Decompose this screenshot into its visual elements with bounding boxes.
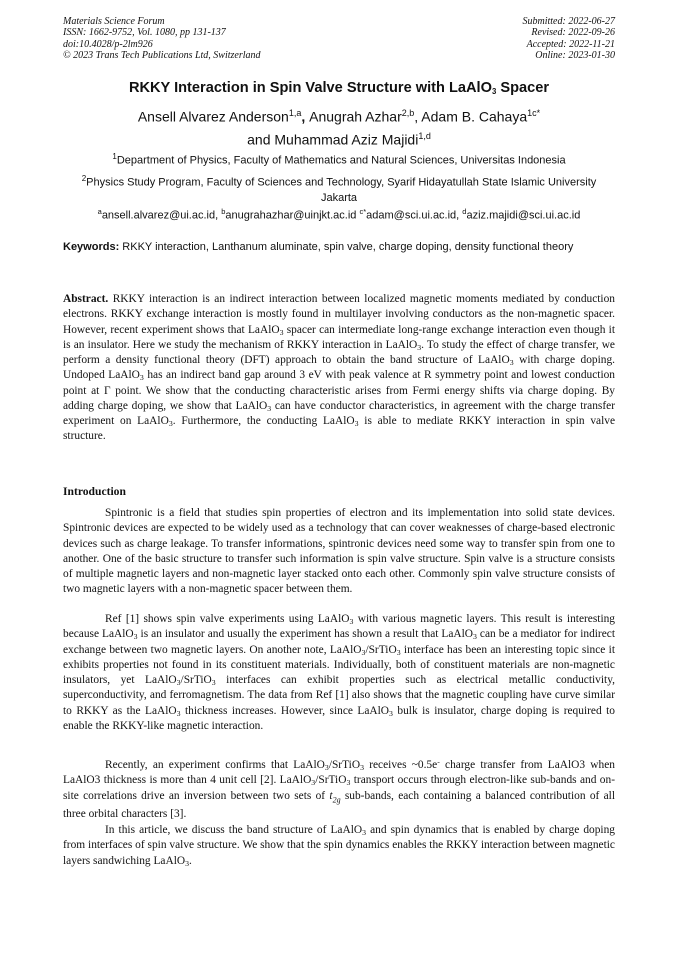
accepted-date: Accepted: 2022-11-21 (526, 38, 615, 50)
email-marker: a (97, 207, 102, 216)
author-affil: 2,b (401, 108, 415, 118)
title-end: Spacer (496, 80, 550, 96)
journal-name: Materials Science Forum (63, 16, 165, 27)
paragraph-text: /SrTiO (315, 774, 347, 787)
subscript: 3 (349, 617, 354, 626)
submitted-date: Submitted: 2022-06-27 (522, 16, 615, 27)
math-subscript: 2g (332, 794, 341, 804)
paragraph-text: thickness increases. However, since LaAlO (180, 704, 390, 717)
author-name: Anugrah Azhar (309, 108, 402, 125)
affiliation-text: Department of Physics, Faculty of Mathematics and Natural Sciences, Universitas Indonesia (116, 154, 566, 167)
subscript: 3 (389, 708, 393, 718)
paragraph (63, 758, 615, 822)
revised-date: Revised: 2022-09-26 (531, 27, 615, 39)
keywords-label: Keywords: (63, 241, 120, 253)
author-separator: , (414, 108, 422, 125)
section-heading: Introduction (63, 485, 126, 498)
keywords (63, 240, 615, 255)
paragraph-text: interface has been an interesting topic since it exhibits properties not found in its constituent materials. Individually, both of constituent materials are non-magnetic insulators, yet LaAlO (63, 643, 615, 686)
subscript: 3 (396, 647, 401, 657)
author-separator: , (301, 108, 310, 125)
math-t2g (329, 790, 340, 802)
paragraph-text: interfaces can exhibit properties such as electrical metallic conductivity, superconductivity, and ferromagnetism. The data from Ref [1] also shows that the magnetic coupling have curve similar to RKKY as the LaAlO (63, 674, 615, 717)
email-link[interactable]: anugrahazhar@uinjkt.ac.id (225, 209, 360, 222)
email-link[interactable]: ansell.alvarez@ui.ac.id, (101, 209, 222, 222)
subscript: 3 (279, 327, 284, 337)
abstract-label: Abstract. (63, 293, 109, 305)
paragraph (63, 612, 615, 734)
publication-info (63, 16, 261, 62)
title-text: RKKY Interaction in Spin Valve Structure with LaAlO (128, 80, 492, 96)
email-marker: d (462, 207, 467, 216)
abstract-text: RKKY interaction is an indirect interaction between localized magnetic moments mediated by conduction electrons. RKKY exchange interaction is mostly found in multilayer involving conductors as the non-magnetic spacer. However, recent experiment shows that LaAlO (63, 293, 615, 336)
paragraph-text: and spin dynamics that is enabled by charge doping from interfaces of spin valve structure. We show that the spin dynamics enables the RKKY interaction between magnetic layers sandwiching LaAlO (63, 824, 615, 867)
paragraph-text: transport occurs through electron-like sub-bands and on-site correlations drive an inversion between two sets of (63, 774, 615, 802)
subscript: 3 (473, 632, 477, 642)
author-name: Ansell Alvarez Anderson (137, 108, 289, 125)
author-affil: 1,a (288, 108, 302, 118)
abstract-text: can have conductor characteristics, in agreement with the charge transfer experiment on LaAlO (63, 399, 615, 427)
abstract (63, 292, 615, 445)
author-affil: 1,d (418, 130, 431, 141)
paragraph-text: /SrTiO (328, 759, 361, 771)
online-date: Online: 2023-01-30 (535, 50, 615, 62)
subscript: 3 (168, 419, 173, 428)
keywords-text: RKKY interaction, Lanthanum aluminate, spin valve, charge doping, density functional theory (119, 241, 574, 253)
doi-line: doi:10.4028/p-2lm926 (63, 38, 153, 50)
subscript: 3 (360, 763, 364, 772)
subscript: 3 (311, 778, 316, 788)
abstract-text: is able to mediate RKKY interaction in spin valve structure. (63, 415, 616, 443)
email-marker: c* (359, 207, 367, 216)
subscript: 3 (324, 763, 329, 772)
copyright-line: © 2023 Trans Tech Publications Ltd, Switzerland (63, 50, 261, 62)
affiliation-marker: 2 (81, 174, 87, 183)
subscript: 3 (417, 342, 422, 352)
paragraph (63, 823, 615, 869)
subscript: 3 (346, 778, 351, 788)
paragraph-text: can be a mediator for indirect exchange between two magnetic layers. On another note, LaAlO (63, 628, 616, 656)
subscript: 3 (176, 708, 181, 718)
subscript: 3 (267, 403, 272, 413)
affiliation-1 (63, 149, 615, 169)
paragraph-text: Ref [1] shows spin valve experiments using LaAlO (105, 613, 350, 625)
paper-title (63, 80, 615, 96)
paragraph-text: sub-bands, each containing a balanced contribution of all three orbital characters [3]. (63, 789, 615, 821)
author-emails (63, 207, 615, 222)
paragraph-text: /SrTiO (180, 674, 212, 686)
abstract-text: . Furthermore, the conducting LaAlO (172, 415, 355, 427)
email-link[interactable]: aziz.majidi@sci.ui.ac.id (466, 209, 581, 222)
paragraph-text: receives ~0.5e (363, 759, 438, 771)
subscript: 3 (361, 647, 366, 657)
subscript: 3 (139, 373, 144, 383)
publication-dates (523, 16, 616, 62)
affiliation-marker: 1 (112, 152, 117, 161)
affiliation-2 (63, 171, 615, 206)
issn-line: ISSN: 1662-9752, Vol. 1080, pp 131-137 (63, 27, 226, 39)
subscript: 3 (354, 419, 359, 428)
paragraph-text: Recently, an experiment confirms that LaAlO (105, 759, 325, 771)
abstract-text: with charge doping. Undoped LaAlO (63, 354, 615, 382)
subscript: 3 (362, 828, 366, 837)
subscript: 3 (133, 632, 138, 642)
math-symbol: t (329, 789, 333, 802)
email-marker: b (221, 207, 226, 216)
affiliation-text: Physics Study Program, Faculty of Sciences and Technology, Syarif Hidayatullah State Islamic University Jakarta (86, 176, 597, 204)
subscript: 3 (185, 858, 190, 868)
email-link[interactable]: adam@sci.ui.ac.id, (366, 209, 463, 222)
superscript: - (437, 757, 440, 766)
author-name: and Muhammad Aziz Majidi (247, 131, 419, 148)
author-affil: 1c* (527, 108, 541, 118)
title-subscript: 3 (491, 87, 497, 96)
subscript: 3 (509, 358, 514, 367)
paragraph-text: bulk is insulator, charge doping is required to enable the RKKY-like magnetic interaction. (63, 704, 615, 732)
abstract-text: . To study the effect of charge transfer, we perform a density functional theory (DFT) approach to obtain the band structure of LaAlO (63, 338, 615, 366)
paragraph-text: . (189, 854, 192, 867)
paragraph-text: with various magnetic layers. This result is interesting because LaAlO (63, 613, 616, 641)
paragraph-text: In this article, we discuss the band structure of LaAlO (105, 824, 363, 836)
subscript: 3 (176, 678, 181, 687)
author-list (63, 104, 615, 149)
paragraph-text: /SrTiO (365, 643, 397, 656)
abstract-text: spacer can intermediate long-range exchange interaction even though it is an insulator. Here we study the mechanism of RKKY interaction in LaAlO (63, 323, 615, 351)
paragraph: Spintronic is a field that studies spin properties of electron and its implementation into solid state devices. Spintronic devices are expected to be widely used as a technology that can cover weaknesses of charge-based electronic devices such as charge leakage. To transfer informations, spintronic devices need some way to transfer spin from one to another. One of the basic structure to transfer such information is spin valve structure. Spin valve is a structure consists of multiple magnetic layers and non-magnetic layer stacked onto each other. Commonly spin valve structure consists of two magnetic layers with a non-magnetic spacer between them. (63, 507, 615, 596)
author-name: Adam B. Cahaya (421, 108, 528, 125)
paragraph-text: is an insulator and usually the experiment has shown a result that LaAlO (137, 628, 474, 641)
subscript: 3 (211, 678, 216, 687)
abstract-text: has an indirect band gap around 3 eV with peak valence at R symmetry point and lowest conduction point at Γ point. We show that the conducting characteristic arises from Fermi energy shifts via charge doping. By adding charge doping, we show that LaAlO (63, 369, 615, 412)
paragraph-text: charge transfer from LaAlO3 when LaAlO3 thickness is more than 4 unit cell [2]. LaAlO (63, 759, 615, 787)
